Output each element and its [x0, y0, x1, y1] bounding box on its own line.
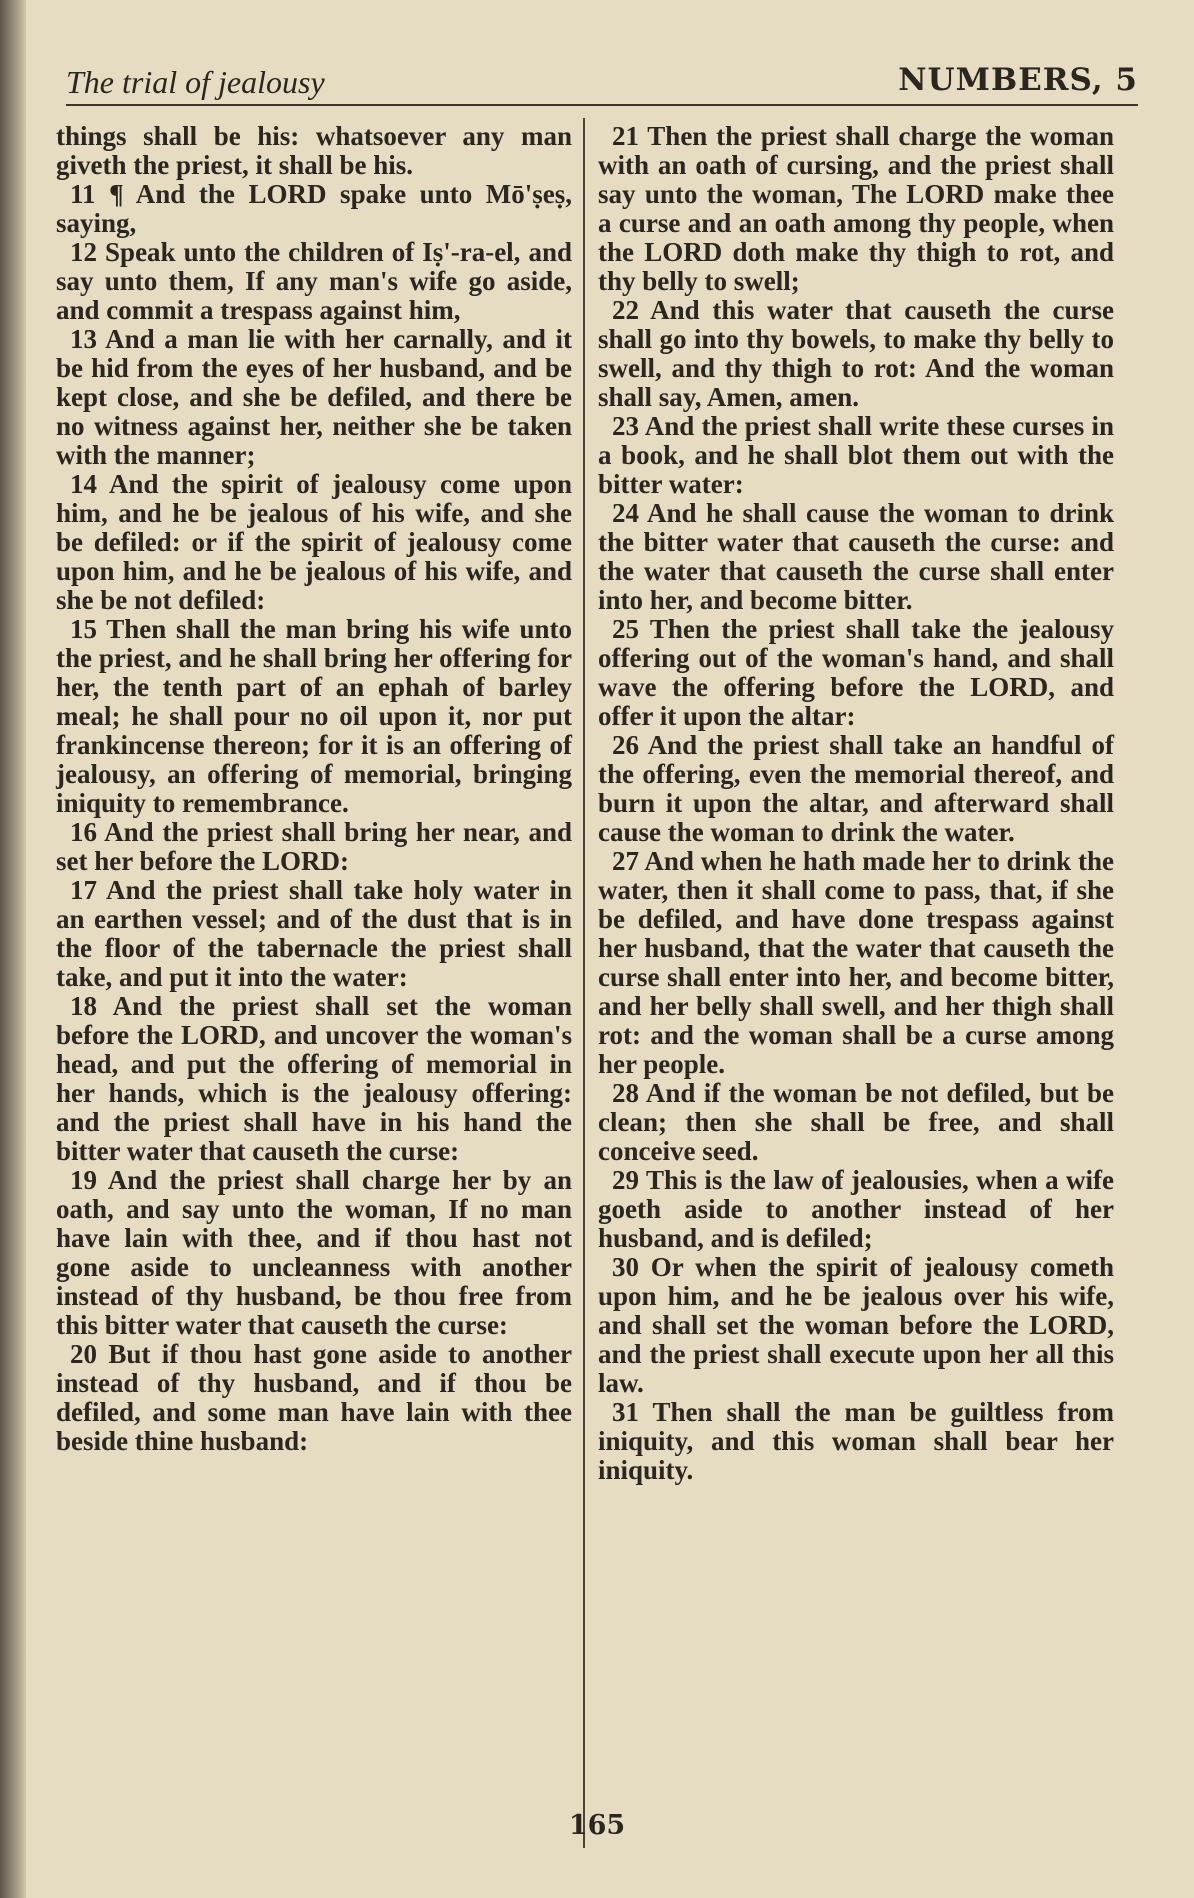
verse-number: 23	[612, 411, 639, 441]
verse-continuation: things shall be his: whatsoever any man giveth the priest, it shall be his.	[56, 121, 572, 180]
verse-26	[598, 731, 1114, 847]
verse-16	[56, 818, 572, 876]
verse-21	[598, 122, 1114, 296]
verse-15	[56, 615, 572, 818]
verse-text: And he shall cause the woman to drink the bitter water that causeth the curse: and the water that causeth the curse shall enter into her, and become bitter.	[598, 498, 1114, 615]
verse-text: ¶ And the LORD spake unto Mō'ṣeṣ, saying,	[56, 179, 573, 238]
verse-number: 30	[612, 1252, 639, 1282]
verse-text: And the priest shall charge her by an oath, and say unto the woman, If no man have lain with thee, and if thou hast not gone aside to uncleanness with another instead of thy husband, be thou free from this bitter water that causeth the curse:	[56, 1165, 573, 1340]
verse-27	[598, 847, 1114, 1079]
verse-number: 29	[612, 1165, 639, 1195]
verse-number: 28	[612, 1078, 639, 1108]
verse-text: Then shall the man bring his wife unto the priest, and he shall bring her offering for her, the tenth part of an ephah of barley meal; he shall pour no oil upon it, nor put frankincense thereon; for it is an offering of jealousy, an offering of memorial, bringing iniquity to remembrance.	[56, 614, 572, 818]
verse-12	[56, 238, 572, 325]
verse-number: 20	[70, 1339, 97, 1369]
verse-18	[56, 992, 572, 1166]
verse-text: And a man lie with her carnally, and it be hid from the eyes of her husband, and be kept close, and she be defiled, and there be no witness against her, neither she be taken with the manner;	[56, 324, 572, 470]
book-chapter-heading: NUMBERS, 5	[898, 62, 1138, 98]
verse-text: And the priest shall bring her near, and set her before the LORD:	[56, 817, 572, 876]
verse-number: 16	[70, 817, 97, 847]
verse-text: And the priest shall write these curses in a book, and he shall blot them out with the bitter water:	[598, 411, 1114, 499]
page-header	[66, 58, 1138, 108]
page-number: 165	[568, 1810, 626, 1841]
verse-number: 13	[70, 324, 97, 354]
verse-number: 24	[612, 498, 639, 528]
verse-31	[598, 1398, 1114, 1485]
verse-text: And if the woman be not defiled, but be clean; then she shall be free, and shall conceive seed.	[598, 1078, 1115, 1166]
verse-number: 22	[612, 295, 639, 325]
verse-number: 27	[612, 846, 639, 876]
verse-number: 26	[612, 730, 639, 760]
verse-text: And the spirit of jealousy come upon him, and he be jealous of his wife, and she be defiled: or if the spirit of jealousy come upon him, and he be jealous of his wife, and she be not defiled:	[56, 469, 572, 615]
verse-number: 17	[70, 875, 97, 905]
verse-19	[56, 1166, 572, 1340]
verse-text: And the priest shall take holy water in an earthen vessel; and of the dust that is in the floor of the tabernacle the priest shall take, and put it into the water:	[56, 875, 573, 992]
verse-28	[598, 1079, 1114, 1166]
bible-page	[52, 58, 1142, 1858]
verse-number: 18	[70, 991, 97, 1021]
verse-20	[56, 1340, 572, 1456]
verse-number: 15	[70, 614, 97, 644]
verse-25	[598, 615, 1114, 731]
verse-13	[56, 325, 572, 470]
verse-30	[598, 1253, 1114, 1398]
verse-number: 11	[70, 179, 96, 209]
verse-number: 25	[612, 614, 639, 644]
verse-text: Then the priest shall charge the woman with an oath of cursing, and the priest shall say unto the woman, The LORD make thee a curse and an oath among thy people, when the LORD doth make thy thigh to rot, and thy belly to swell;	[598, 121, 1114, 296]
verse-14	[56, 470, 572, 615]
verse-number: 31	[612, 1397, 639, 1427]
left-column	[56, 122, 572, 1456]
verse-number: 21	[612, 121, 639, 151]
verse-23	[598, 412, 1114, 499]
right-column	[598, 122, 1114, 1485]
verse-text: Then the priest shall take the jealousy offering out of the woman's hand, and shall wave the offering before the LORD, and offer it upon the altar:	[598, 614, 1114, 731]
verse-22	[598, 296, 1114, 412]
verse-number: 12	[70, 237, 97, 267]
verse-24	[598, 499, 1114, 615]
verse-17	[56, 876, 572, 992]
verse-text: And the priest shall set the woman before the LORD, and uncover the woman's head, and put the offering of memorial in her hands, which is the jealousy offering: and the priest shall have in his hand the bitter water that causeth the curse:	[56, 991, 572, 1166]
verse-11	[56, 180, 572, 238]
verse-text: And when he hath made her to drink the water, then it shall come to pass, that, if she be defiled, and have done trespass against her husband, that the water that causeth the curse shall enter into her, and become bitter, and her belly shall swell, and her thigh shall rot: and the woman shall be a curse among her people.	[598, 846, 1114, 1079]
running-head: The trial of jealousy	[66, 64, 325, 100]
verse-text: Or when the spirit of jealousy cometh upon him, and he be jealous over his wife, and shall set the woman before the LORD, and the priest shall execute upon her all this law.	[598, 1252, 1115, 1398]
verse-text: Then shall the man be guiltless from iniquity, and this woman shall bear her iniquity.	[598, 1397, 1115, 1485]
verse-number: 19	[70, 1165, 97, 1195]
book-spine-shadow	[0, 0, 26, 1898]
verse-text: And the priest shall take an handful of the offering, even the memorial thereof, and burn it upon the altar, and afterward shall cause the woman to drink the water.	[598, 730, 1114, 847]
verse-text: But if thou hast gone aside to another instead of thy husband, and if thou be defiled, and some man have lain with thee beside thine husband:	[56, 1339, 572, 1456]
verse-text: This is the law of jealousies, when a wife goeth aside to another instead of her husband, and is defiled;	[598, 1165, 1115, 1253]
verse-text: And this water that causeth the curse shall go into thy bowels, to make thy belly to swell, and thy thigh to rot: And the woman shall say, Amen, amen.	[598, 295, 1114, 412]
verse-number: 14	[70, 469, 97, 499]
verse-text: Speak unto the children of Iṣ'-ra-el, and say unto them, If any man's wife go aside, and commit a trespass against him,	[56, 237, 572, 325]
verse-29	[598, 1166, 1114, 1253]
column-divider	[583, 118, 585, 1848]
header-rule	[66, 104, 1138, 106]
